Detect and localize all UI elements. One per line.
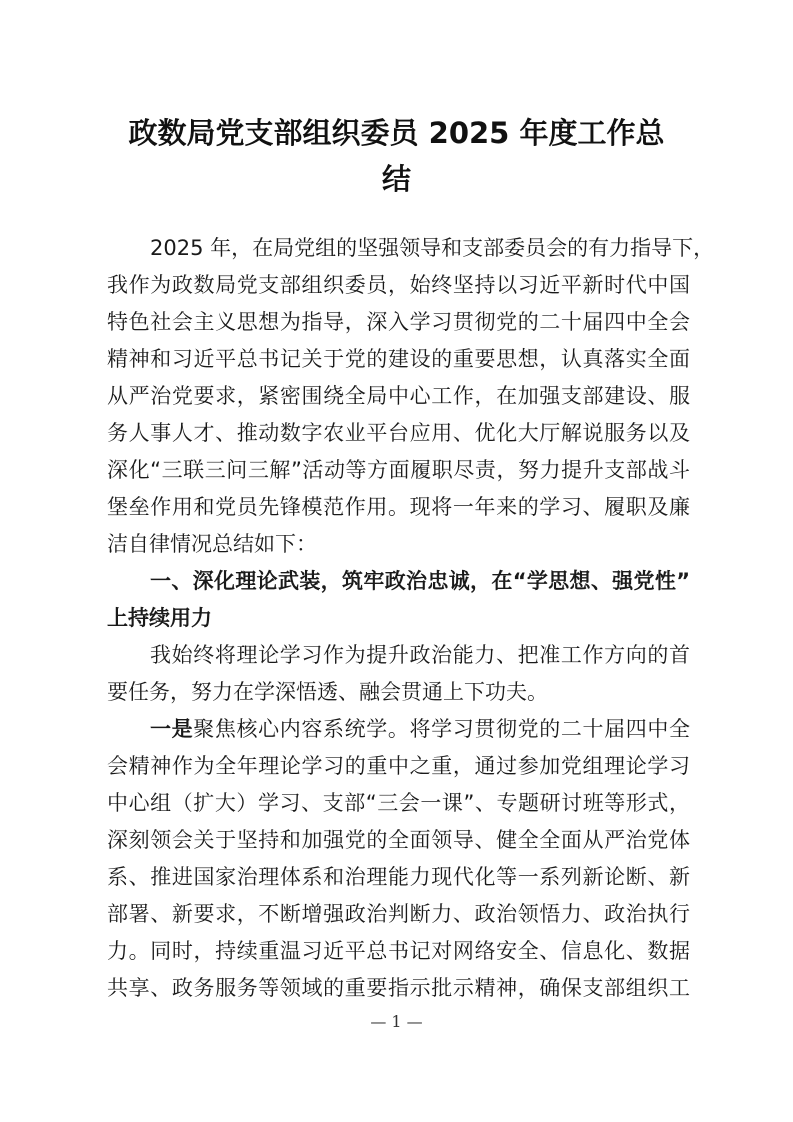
paragraph-line: 深化“三联三问三解”活动等方面履职尽责，努力提升支部战斗 bbox=[107, 458, 690, 482]
lead-text: 聚焦核心内容系统学。将学习贯彻党的二十届四中全 bbox=[193, 717, 690, 741]
paragraph-line: 精神和习近平总书记关于党的建设的重要思想，认真落实全面 bbox=[107, 347, 690, 371]
paragraph-line: 2025 年，在局党组的坚强领导和支部委员会的有力指导下， bbox=[150, 236, 715, 260]
paragraph-line: 洁自律情况总结如下： bbox=[107, 532, 317, 556]
paragraph-line: 我作为政数局党支部组织委员，始终坚持以习近平新时代中国 bbox=[107, 273, 690, 297]
paragraph-line: 深刻领会关于坚持和加强党的全面领导、健全全面从严治党体 bbox=[107, 828, 690, 852]
document-title bbox=[100, 110, 693, 202]
paragraph-line: 中心组（扩大）学习、支部“三会一课”、专题研讨班等形式， bbox=[107, 791, 690, 815]
section-heading-line: 一、深化理论武装，筑牢政治忠诚，在“学思想、强党性” bbox=[150, 569, 690, 593]
lead-label: 一是 bbox=[150, 717, 194, 741]
paragraph-line: 系、推进国家治理体系和治理能力现代化等一系列新论断、新 bbox=[107, 865, 690, 889]
paragraph-line bbox=[150, 711, 690, 748]
page-number: — 1 — bbox=[370, 1012, 423, 1031]
paragraph-line: 部署、新要求，不断增强政治判断力、政治领悟力、政治执行 bbox=[107, 902, 690, 926]
title-line-2: 结 bbox=[381, 162, 411, 196]
paragraph-line: 务人事人才、推动数字农业平台应用、优化大厅解说服务以及 bbox=[107, 421, 690, 445]
paragraph-line: 堡垒作用和党员先锋模范作用。现将一年来的学习、履职及廉 bbox=[107, 495, 690, 519]
section-heading-line: 上持续用力 bbox=[107, 606, 212, 630]
title-line-1: 政数局党支部组织委员 2025 年度工作总 bbox=[128, 116, 665, 150]
paragraph-line: 特色社会主义思想为指导，深入学习贯彻党的二十届四中全会 bbox=[107, 310, 690, 334]
paragraph-line: 我始终将理论学习作为提升政治能力、把准工作方向的首 bbox=[150, 643, 690, 667]
paragraph-line: 共享、政务服务等领域的重要指示批示精神，确保支部组织工 bbox=[107, 976, 690, 1000]
paragraph-line: 会精神作为全年理论学习的重中之重，通过参加党组理论学习 bbox=[107, 754, 690, 778]
paragraph-line: 从严治党要求，紧密围绕全局中心工作，在加强支部建设、服 bbox=[107, 384, 690, 408]
paragraph-line: 要任务，努力在学深悟透、融会贯通上下功夫。 bbox=[107, 680, 548, 704]
paragraph-line: 力。同时，持续重温习近平总书记对网络安全、信息化、数据 bbox=[107, 939, 690, 963]
